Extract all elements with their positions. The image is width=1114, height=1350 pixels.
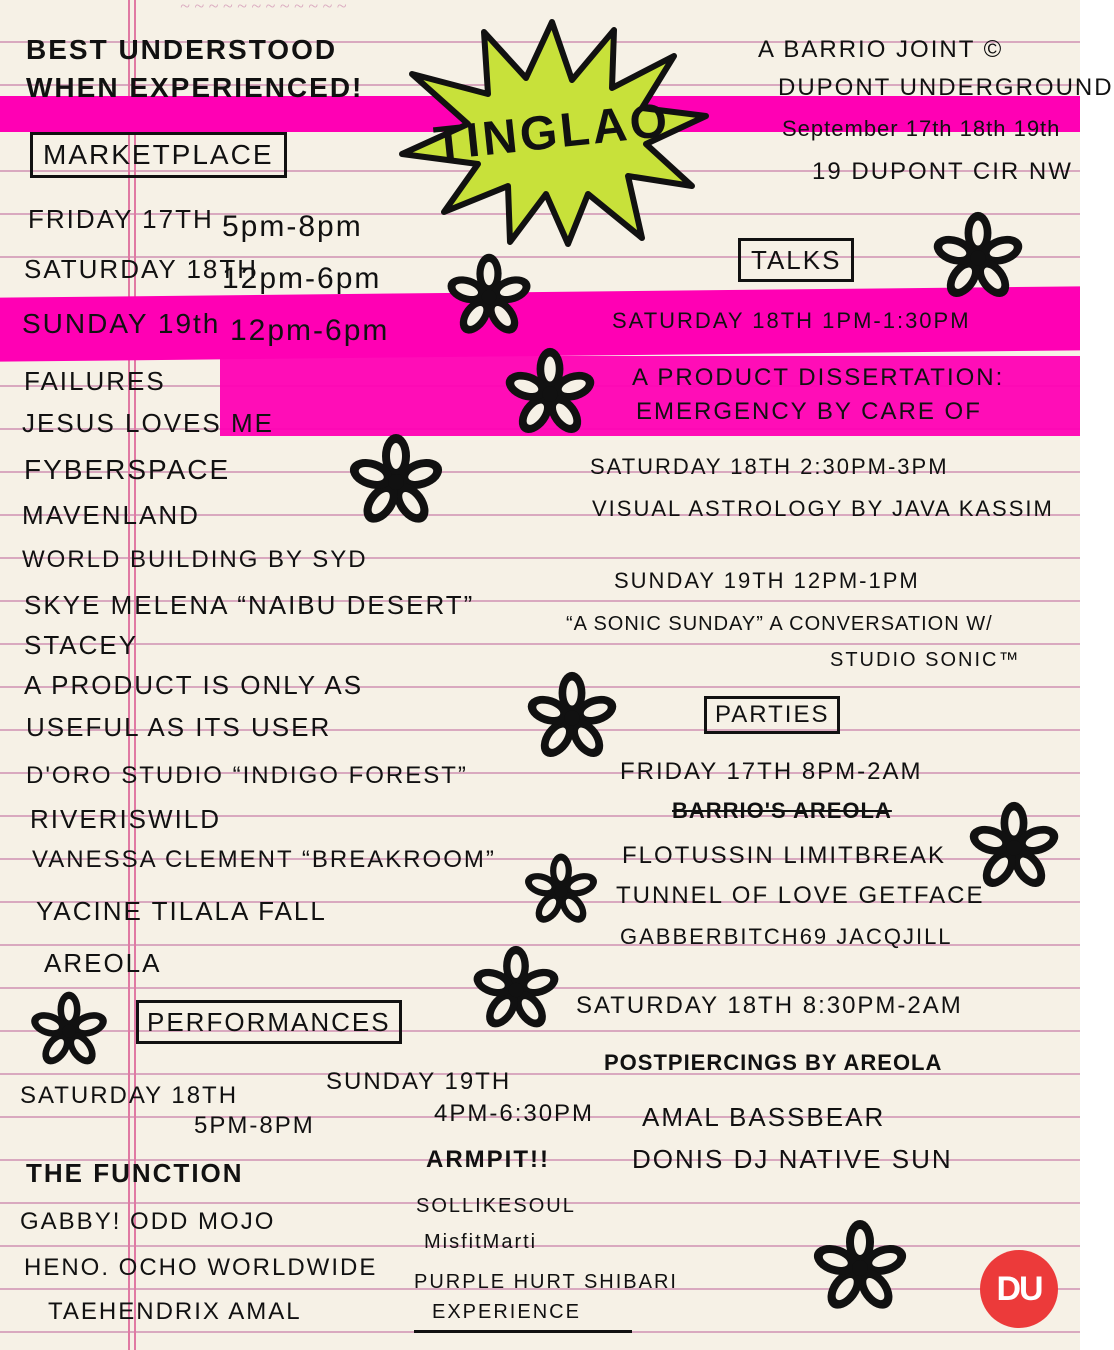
flower-icon xyxy=(966,800,1062,896)
performance-act: MisfitMarti xyxy=(424,1231,538,1253)
talk-title: STUDIO SONIC™ xyxy=(830,649,1021,671)
flower-icon xyxy=(522,852,600,930)
flower-icon xyxy=(346,432,446,532)
dupont-underground-logo: DU xyxy=(980,1250,1058,1328)
page-title: TINGLAO xyxy=(431,93,673,171)
vendor-item: YACINE TILALA FALL xyxy=(36,896,327,926)
marketplace-day: SUNDAY 19th xyxy=(22,308,221,339)
vendor-item: D'ORO STUDIO “INDIGO FOREST” xyxy=(26,762,468,789)
parties-heading: PARTIES xyxy=(704,696,840,734)
vendor-item: VANESSA CLEMENT “BREAKROOM” xyxy=(32,846,496,873)
party-host: POSTPIERCINGS BY AREOLA xyxy=(604,1050,943,1075)
event-dates: September 17th 18th 19th xyxy=(782,116,1061,141)
marketplace-time: 12pm-6pm xyxy=(230,314,390,347)
marketplace-time: 5pm-8pm xyxy=(222,210,363,243)
performance-group: THE FUNCTION xyxy=(26,1158,244,1188)
event-address: 19 DUPONT CIR NW xyxy=(812,158,1073,185)
vendor-item: SKYE MELENA “NAIBU DESERT” xyxy=(24,590,475,620)
flower-icon xyxy=(28,990,110,1072)
event-presenter: A BARRIO JOINT © xyxy=(758,36,1004,63)
talk-time: SUNDAY 19TH 12PM-1PM xyxy=(614,568,920,593)
party-act: GABBERBITCH69 JACQJILL xyxy=(620,924,953,949)
performance-time: 4PM-6:30PM xyxy=(434,1100,595,1127)
performances-heading: PERFORMANCES xyxy=(136,1000,402,1044)
party-act: AMAL BASSBEAR xyxy=(642,1102,886,1132)
party-act: TUNNEL OF LOVE GETFACE xyxy=(616,882,985,909)
performance-act: EXPERIENCE xyxy=(432,1301,581,1323)
marketplace-day: SATURDAY 18TH xyxy=(24,254,259,284)
marketplace-time: 12pm-6pm xyxy=(222,262,382,295)
talk-title: VISUAL ASTROLOGY BY JAVA KASSIM xyxy=(592,496,1054,521)
talk-title: “A SONIC SUNDAY” A CONVERSATION W/ xyxy=(566,613,993,635)
event-venue: DUPONT UNDERGROUND xyxy=(778,74,1114,101)
performance-act: PURPLE HURT SHIBARI xyxy=(414,1271,678,1293)
performance-act: GABBY! ODD MOJO xyxy=(20,1208,276,1235)
vendor-item: A PRODUCT IS ONLY AS xyxy=(24,670,364,700)
vendor-item: RIVERISWILD xyxy=(30,804,222,834)
performance-act: SOLLIKESOUL xyxy=(416,1195,576,1217)
background-scribble: ~ ~ ~ ~ ~ ~ ~ ~ ~ ~ ~ ~ xyxy=(180,0,347,16)
talk-time: SATURDAY 18TH 1PM-1:30PM xyxy=(612,308,971,333)
vendor-item: AREOLA xyxy=(44,948,162,978)
party-time: FRIDAY 17TH 8PM-2AM xyxy=(620,758,923,785)
tagline-line-1: BEST UNDERSTOOD xyxy=(26,34,338,65)
party-host: BARRIO'S AREOLA xyxy=(672,798,892,823)
title-burst xyxy=(392,16,712,248)
performance-day: SUNDAY 19TH xyxy=(326,1068,512,1095)
vendor-item: FYBERSPACE xyxy=(24,454,231,485)
flower-icon xyxy=(810,1218,910,1318)
vendor-item: STACEY xyxy=(24,630,139,660)
talk-time: SATURDAY 18TH 2:30PM-3PM xyxy=(590,454,949,479)
performance-group: ARMPIT!! xyxy=(426,1146,550,1173)
marketplace-heading: MARKETPLACE xyxy=(30,132,287,178)
flower-icon xyxy=(470,944,562,1036)
talk-title: A PRODUCT DISSERTATION: xyxy=(632,364,1005,391)
party-act: FLOTUSSIN LIMITBREAK xyxy=(622,842,947,869)
underline-stroke xyxy=(414,1330,632,1333)
talk-title: EMERGENCY BY CARE OF xyxy=(636,398,982,425)
performance-act: HENO. OCHO WORLDWIDE xyxy=(24,1254,378,1281)
party-time: SATURDAY 18TH 8:30PM-2AM xyxy=(576,992,963,1019)
vendor-item: MAVENLAND xyxy=(22,500,200,530)
party-act: DONIS DJ NATIVE SUN xyxy=(632,1144,953,1174)
marketplace-day: FRIDAY 17TH xyxy=(28,204,214,234)
flower-icon xyxy=(524,670,620,766)
performance-act: TAEHENDRIX AMAL xyxy=(48,1298,302,1325)
flower-icon xyxy=(930,210,1026,306)
flower-icon xyxy=(444,252,534,342)
talks-heading: TALKS xyxy=(738,238,854,282)
flower-icon xyxy=(502,346,598,442)
vendor-item: JESUS LOVES ME xyxy=(22,408,274,438)
vendor-item: USEFUL AS ITS USER xyxy=(26,712,332,742)
performance-time: 5PM-8PM xyxy=(194,1112,315,1139)
vendor-item: WORLD BUILDING BY SYD xyxy=(22,546,368,573)
performance-day: SATURDAY 18TH xyxy=(20,1082,239,1109)
vendor-item: FAILURES xyxy=(24,366,166,396)
tagline-line-2: WHEN EXPERIENCED! xyxy=(26,72,364,103)
